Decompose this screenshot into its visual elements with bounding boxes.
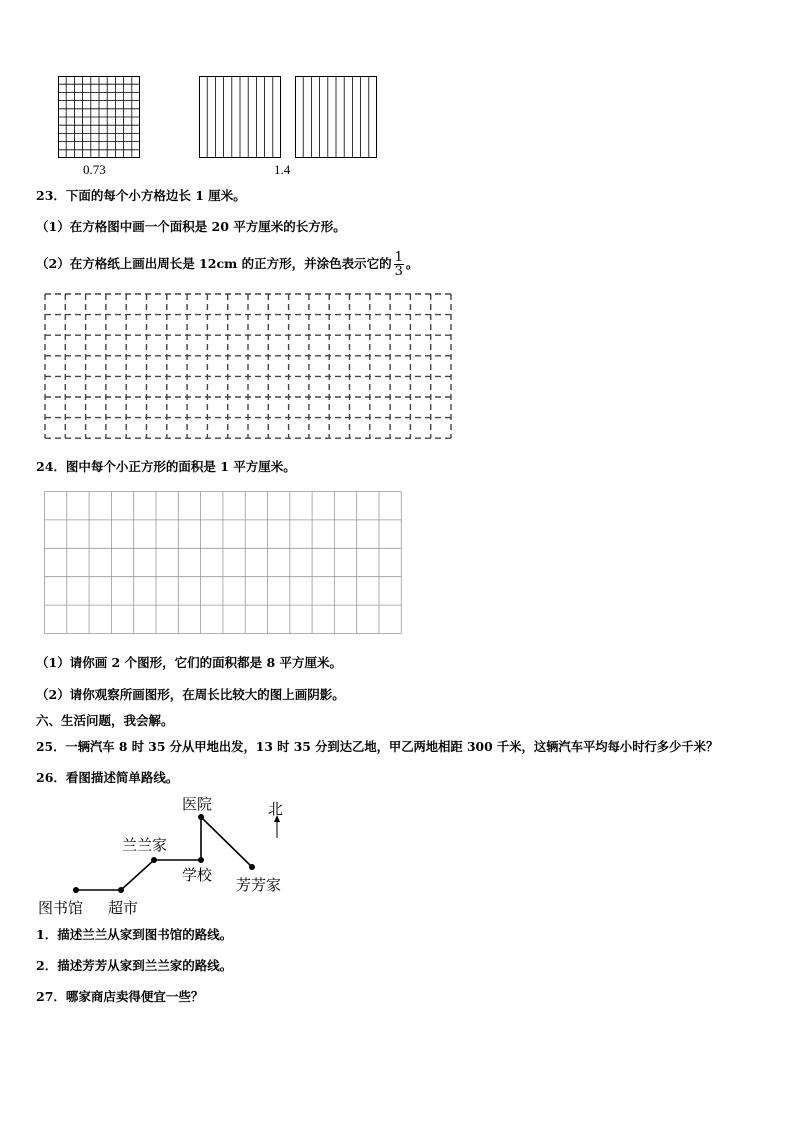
map-label-supermarket: 超市: [108, 899, 139, 917]
fraction-denominator: 3: [394, 264, 403, 279]
point-school: [198, 857, 204, 863]
q23-part2-text: （2）在方格纸上画出周长是 12cm 的正方形，并涂色表示它的: [36, 256, 392, 271]
map-label-school: 学校: [182, 866, 213, 884]
dashed-grid-paper[interactable]: [42, 291, 454, 441]
q27-text: 27．哪家商店卖得便宜一些？: [36, 989, 204, 1004]
q26-title: 26．看图描述简单路线。: [36, 770, 179, 785]
q26-item2: 2．描述芳芳从家到兰兰家的路线。: [36, 958, 233, 973]
section-6-title: 六、生活问题，我会解。: [36, 713, 174, 728]
q24-part1: （1）请你画 2 个图形，它们的面积都是 8 平方厘米。: [36, 655, 343, 670]
q24-title: 24．图中每个小正方形的面积是 1 平方厘米。: [36, 459, 296, 474]
label-1-4: 1.4: [274, 162, 291, 177]
strip-figure-1: [199, 76, 281, 158]
point-supermarket: [118, 887, 124, 893]
map-label-north: 北: [268, 800, 284, 818]
label-0-73: 0.73: [83, 162, 106, 177]
square-grid[interactable]: [44, 491, 402, 635]
q23-part1: （1）在方格图中画一个面积是 20 平方厘米的长方形。: [36, 219, 346, 234]
point-fangfang-home: [249, 864, 255, 870]
route-map: [36, 792, 306, 922]
fraction-one-third: [394, 251, 404, 278]
q23-title: 23．下面的每个小方格边长 1 厘米。: [36, 188, 246, 203]
map-label-lanlan-home: 兰兰家: [122, 836, 168, 854]
point-hospital: [198, 814, 204, 820]
point-lanlan-home: [151, 857, 157, 863]
point-library: [73, 887, 79, 893]
q26-item1: 1．描述兰兰从家到图书馆的路线。: [36, 927, 233, 942]
q25-text: 25．一辆汽车 8 时 35 分从甲地出发，13 时 35 分到达乙地，甲乙两地相距 300 千米，这辆汽车平均每小时行多少千米？: [36, 739, 719, 754]
strip-figure-2: [295, 76, 377, 158]
grid-figure-0-73: [58, 76, 140, 158]
map-label-hospital: 医院: [182, 795, 213, 813]
q24-part2: （2）请你观察所画图形，在周长比较大的图上画阴影。: [36, 687, 345, 702]
map-label-library: 图书馆: [38, 899, 84, 917]
map-label-fangfang-home: 芳芳家: [236, 876, 282, 894]
q23-part2: [36, 246, 418, 286]
q23-part2-end: 。: [405, 256, 419, 271]
fraction-numerator: 1: [394, 250, 403, 265]
